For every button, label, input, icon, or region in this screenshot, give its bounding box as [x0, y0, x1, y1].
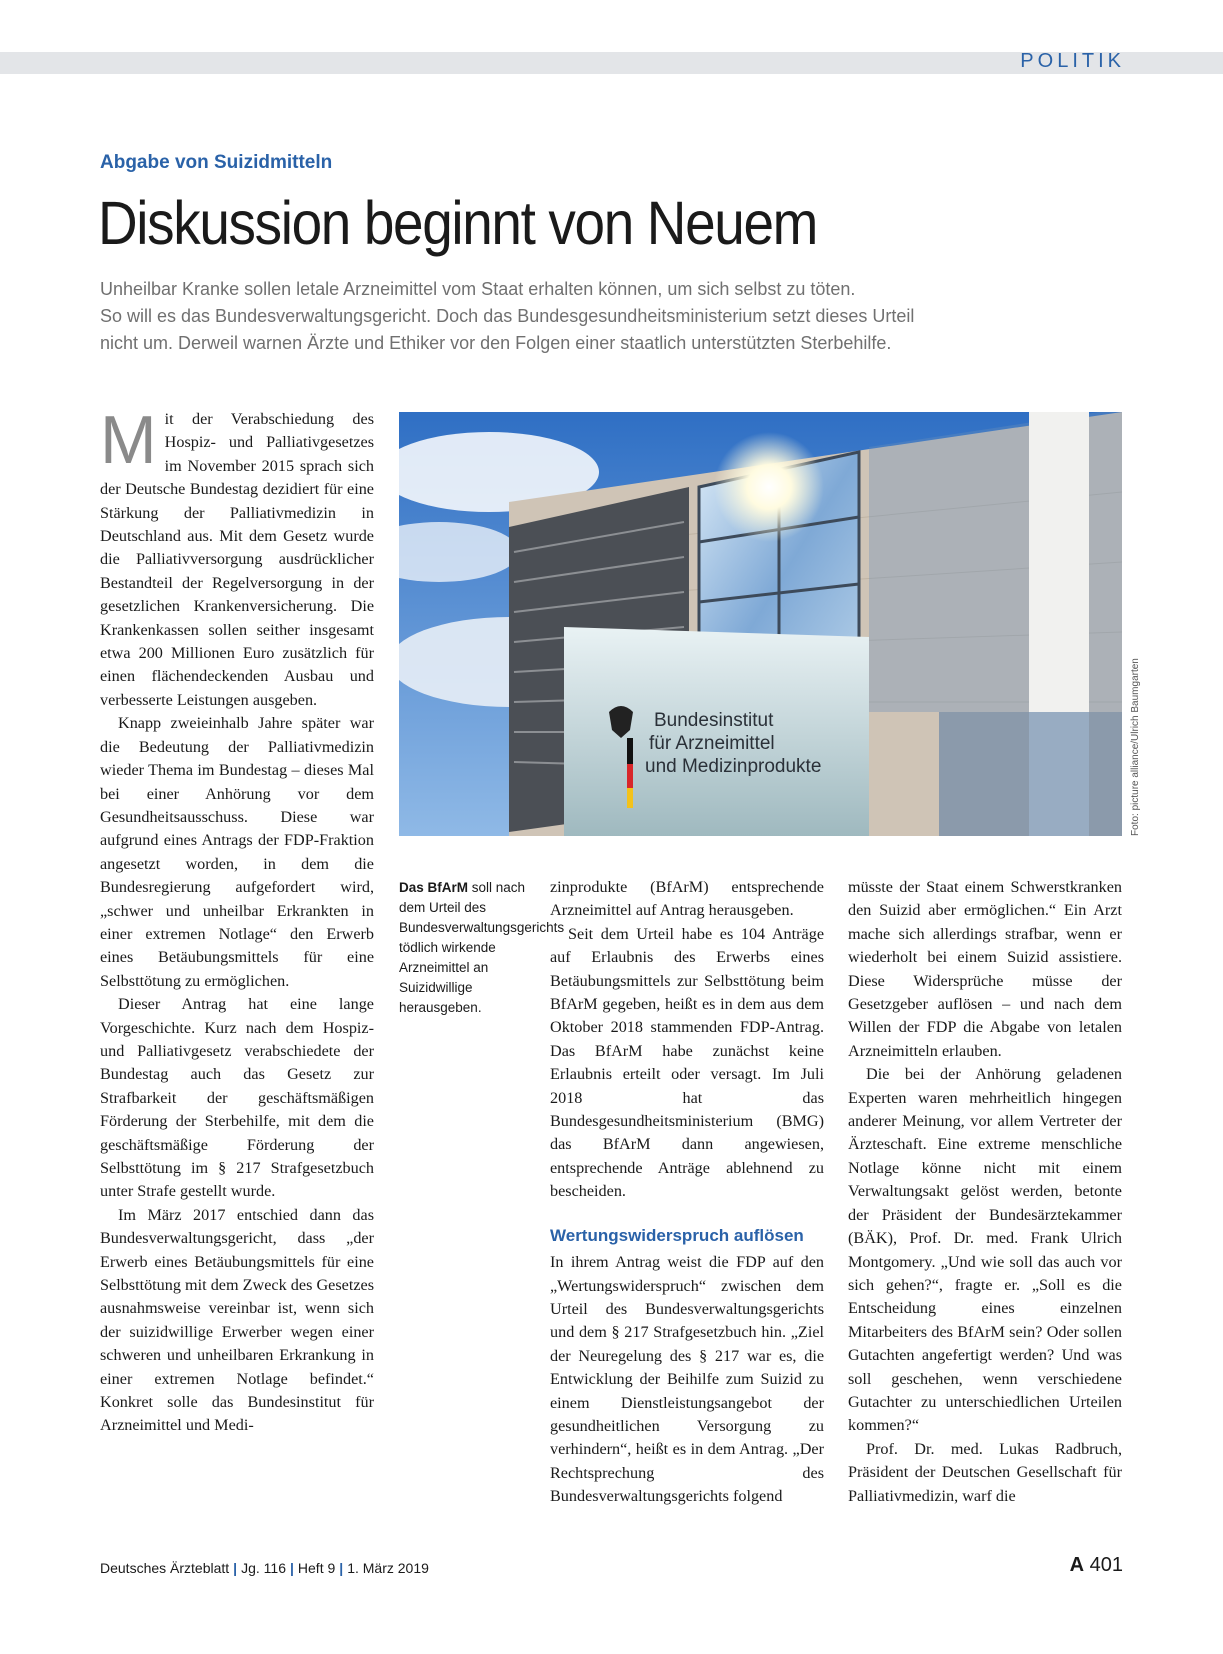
- standfirst-line: Unheilbar Kranke sollen letale Arzneimittel vom Staat erhalten können, um sich selbst zu töten.: [100, 279, 856, 299]
- photo-caption: [399, 878, 565, 1018]
- footer-separator: |: [289, 1560, 294, 1576]
- body-paragraph: Dieser Antrag hat eine lange Vorgeschichte. Kurz nach dem Hospiz- und Palliativgesetz verabschiedete der Bundestag auch das Gesetz zur Strafbarkeit der geschäftsmäßigen Förderung der Sterbehilfe, mit dem die geschäftsmäßige Förderung der Selbsttötung im § 217 Strafgesetzbuch unter Strafe gestellt wurde.: [100, 995, 374, 1201]
- body-paragraph: Seit dem Urteil habe es 104 Anträge auf Erlaubnis des Erwerbs eines Betäubungsmittels zur Selbsttötung beim BfArM gegeben, heißt es in dem aus dem Oktober 2018 stammenden FDP-Antrag. Das BfArM habe zunächst keine Erlaubnis erteilt oder versagt. Im Juli 2018 hat das Bundesgesundheitsministerium (BMG) das BfArM dann angewiesen, entsprechende Anträge ablehnend zu bescheiden.: [550, 924, 824, 1201]
- body-paragraph: Knapp zweieinhalb Jahre später war die Bedeutung der Palliativmedizin wieder Thema im Bundestag – dieses Mal bei einer Anhörung vor dem Gesundheitsausschuss. Diese war aufgrund eines Antrags der FDP-Fraktion angesetzt worden, in dem die Bundesregierung aufgefordert wird, „schwer und unheilbar Erkrankten in einer extremen Notlage“ den Erwerb eines Betäubungsmittels für eine Selbsttötung zu ermöglichen.: [100, 714, 374, 990]
- body-paragraph: zinprodukte (BfArM) entsprechende Arzneimittel auf Antrag herausgeben.: [550, 878, 824, 920]
- caption-text: soll nach dem Urteil des Bundesverwaltungsgerichts tödlich wirkende Arzneimittel an Suizidwillige herausgeben.: [399, 880, 565, 1015]
- subheading: Wertungswiderspruch auflösen: [550, 1225, 804, 1245]
- caption-bold: Das BfArM: [399, 880, 469, 895]
- body-paragraph: Im März 2017 entschied dann das Bundesverwaltungsgericht, dass „der Erwerb eines Betäubungsmittels für eine Selbsttötung mit dem Zweck des Gesetzes ausnahmsweise vereinbar ist, wenn sich der suizidwillige Erwerber wegen einer schweren und unheilbaren Erkrankung in einer extremen Notlage befindet.“ Konkret solle das Bundesinstitut für Arzneimittel und Medi-: [100, 1205, 374, 1435]
- article-photo: [399, 412, 1122, 836]
- body-paragraph: Die bei der Anhörung geladenen Experten waren mehrheitlich hingegen anderer Meinung, vor allem Vertreter der Ärzteschaft. Eine extreme menschliche Notlage könne nicht mit einem Verwaltungsakt gelöst werden, betonte der Präsident der Bundesärztekammer (BÄK), Prof. Dr. med. Frank Ulrich Montgomery. „Und wie soll das auch vor sich gehen?“, fragte er. „Soll es die Entscheidung eines einzelnen Mitarbeiters des BfArM sein? Oder sollen Gutachten angefertigt werden? Und was soll geschehen, wenn verschiedene Gutachter zu unterschiedlichen Urteilen kommen?“: [848, 1065, 1122, 1435]
- sign-line-3: und Medizinprodukte: [645, 756, 822, 777]
- section-label: POLITIK: [1020, 50, 1125, 72]
- photo-credit: Foto: picture alliance/Ulrich Baumgarten: [1130, 658, 1141, 836]
- paragraph-text: it der Verabschiedung des Hospiz- und Palliativgesetzes im November 2015 sprach sich der Deutsche Bundestag dezidiert für eine Stärkung der Palliativmedizin in Deutschland aus. Mit dem Gesetz wurde die Palliativversorgung ausdrücklicher Bestandteil der Regelversorgung in der gesetzlichen Krankenversicherung. Die Krankenkassen sollen seither insgesamt etwa 200 Millionen Euro zusätzlich für einen flächendeckenden Ausbau und verbesserte Leistungen ausgeben.: [100, 410, 374, 709]
- page-footer: [100, 1560, 429, 1576]
- sign-line-2: für Arzneimittel: [649, 733, 775, 754]
- body-column-1: [100, 402, 374, 1438]
- body-paragraph: [100, 402, 374, 712]
- article-standfirst: [100, 276, 1100, 357]
- article-kicker: Abgabe von Suizidmitteln: [100, 152, 333, 173]
- body-column-3: [550, 876, 824, 1509]
- body-paragraph: müsste der Staat einem Schwerstkranken den Suizid aber ermöglichen.“ Ein Arzt mache sich allerdings strafbar, wenn er wiederholt bei einem Suizid assistiere. Diese Widersprüche müsse der Gesetzgeber auflösen – und nach dem Willen der FDP die Abgabe von letalen Arzneimitteln erlauben.: [848, 878, 1122, 1060]
- standfirst-line: So will es das Bundesverwaltungsgericht. Doch das Bundesgesundheitsministerium setzt dieses Urteil: [100, 306, 915, 326]
- journal-name: Deutsches Ärzteblatt: [100, 1560, 230, 1576]
- footer-separator: |: [233, 1560, 238, 1576]
- journal-volume: Jg. 116: [241, 1560, 286, 1576]
- sign-line-1: Bundesinstitut: [654, 710, 774, 731]
- body-column-4: [848, 876, 1122, 1508]
- footer-separator: |: [339, 1560, 344, 1576]
- page-number: [1070, 1554, 1123, 1577]
- journal-date: 1. März 2019: [347, 1560, 429, 1576]
- body-paragraph: Prof. Dr. med. Lukas Radbruch, Präsident der Deutschen Gesellschaft für Palliativmedizin, warf die: [848, 1439, 1122, 1505]
- body-paragraph: In ihrem Antrag weist die FDP auf den „Wertungswiderspruch“ zwischen dem Urteil des Bundesverwaltungsgerichts und dem § 217 Strafgesetzbuch hin. „Ziel der Neuregelung des § 217 war es, die Entwicklung der Beihilfe zum Suizid zu einem Dienstleistungsangebot der gesundheitlichen Versorgung zu verhindern“, heißt es in dem Antrag. „Der Rechtsprechung des Bundesverwaltungsgerichts folgend: [550, 1253, 824, 1506]
- journal-issue: Heft 9: [297, 1560, 336, 1576]
- drop-cap: M: [100, 402, 157, 478]
- standfirst-line: nicht um. Derweil warnen Ärzte und Ethiker vor den Folgen einer staatlich unterstützten Sterbehilfe.: [100, 333, 892, 353]
- page-prefix: A: [1069, 1554, 1085, 1576]
- bfarm-building-photo: [399, 412, 1122, 836]
- page-number-value: 401: [1089, 1554, 1123, 1576]
- article-headline: Diskussion beginnt von Neuem: [98, 189, 818, 257]
